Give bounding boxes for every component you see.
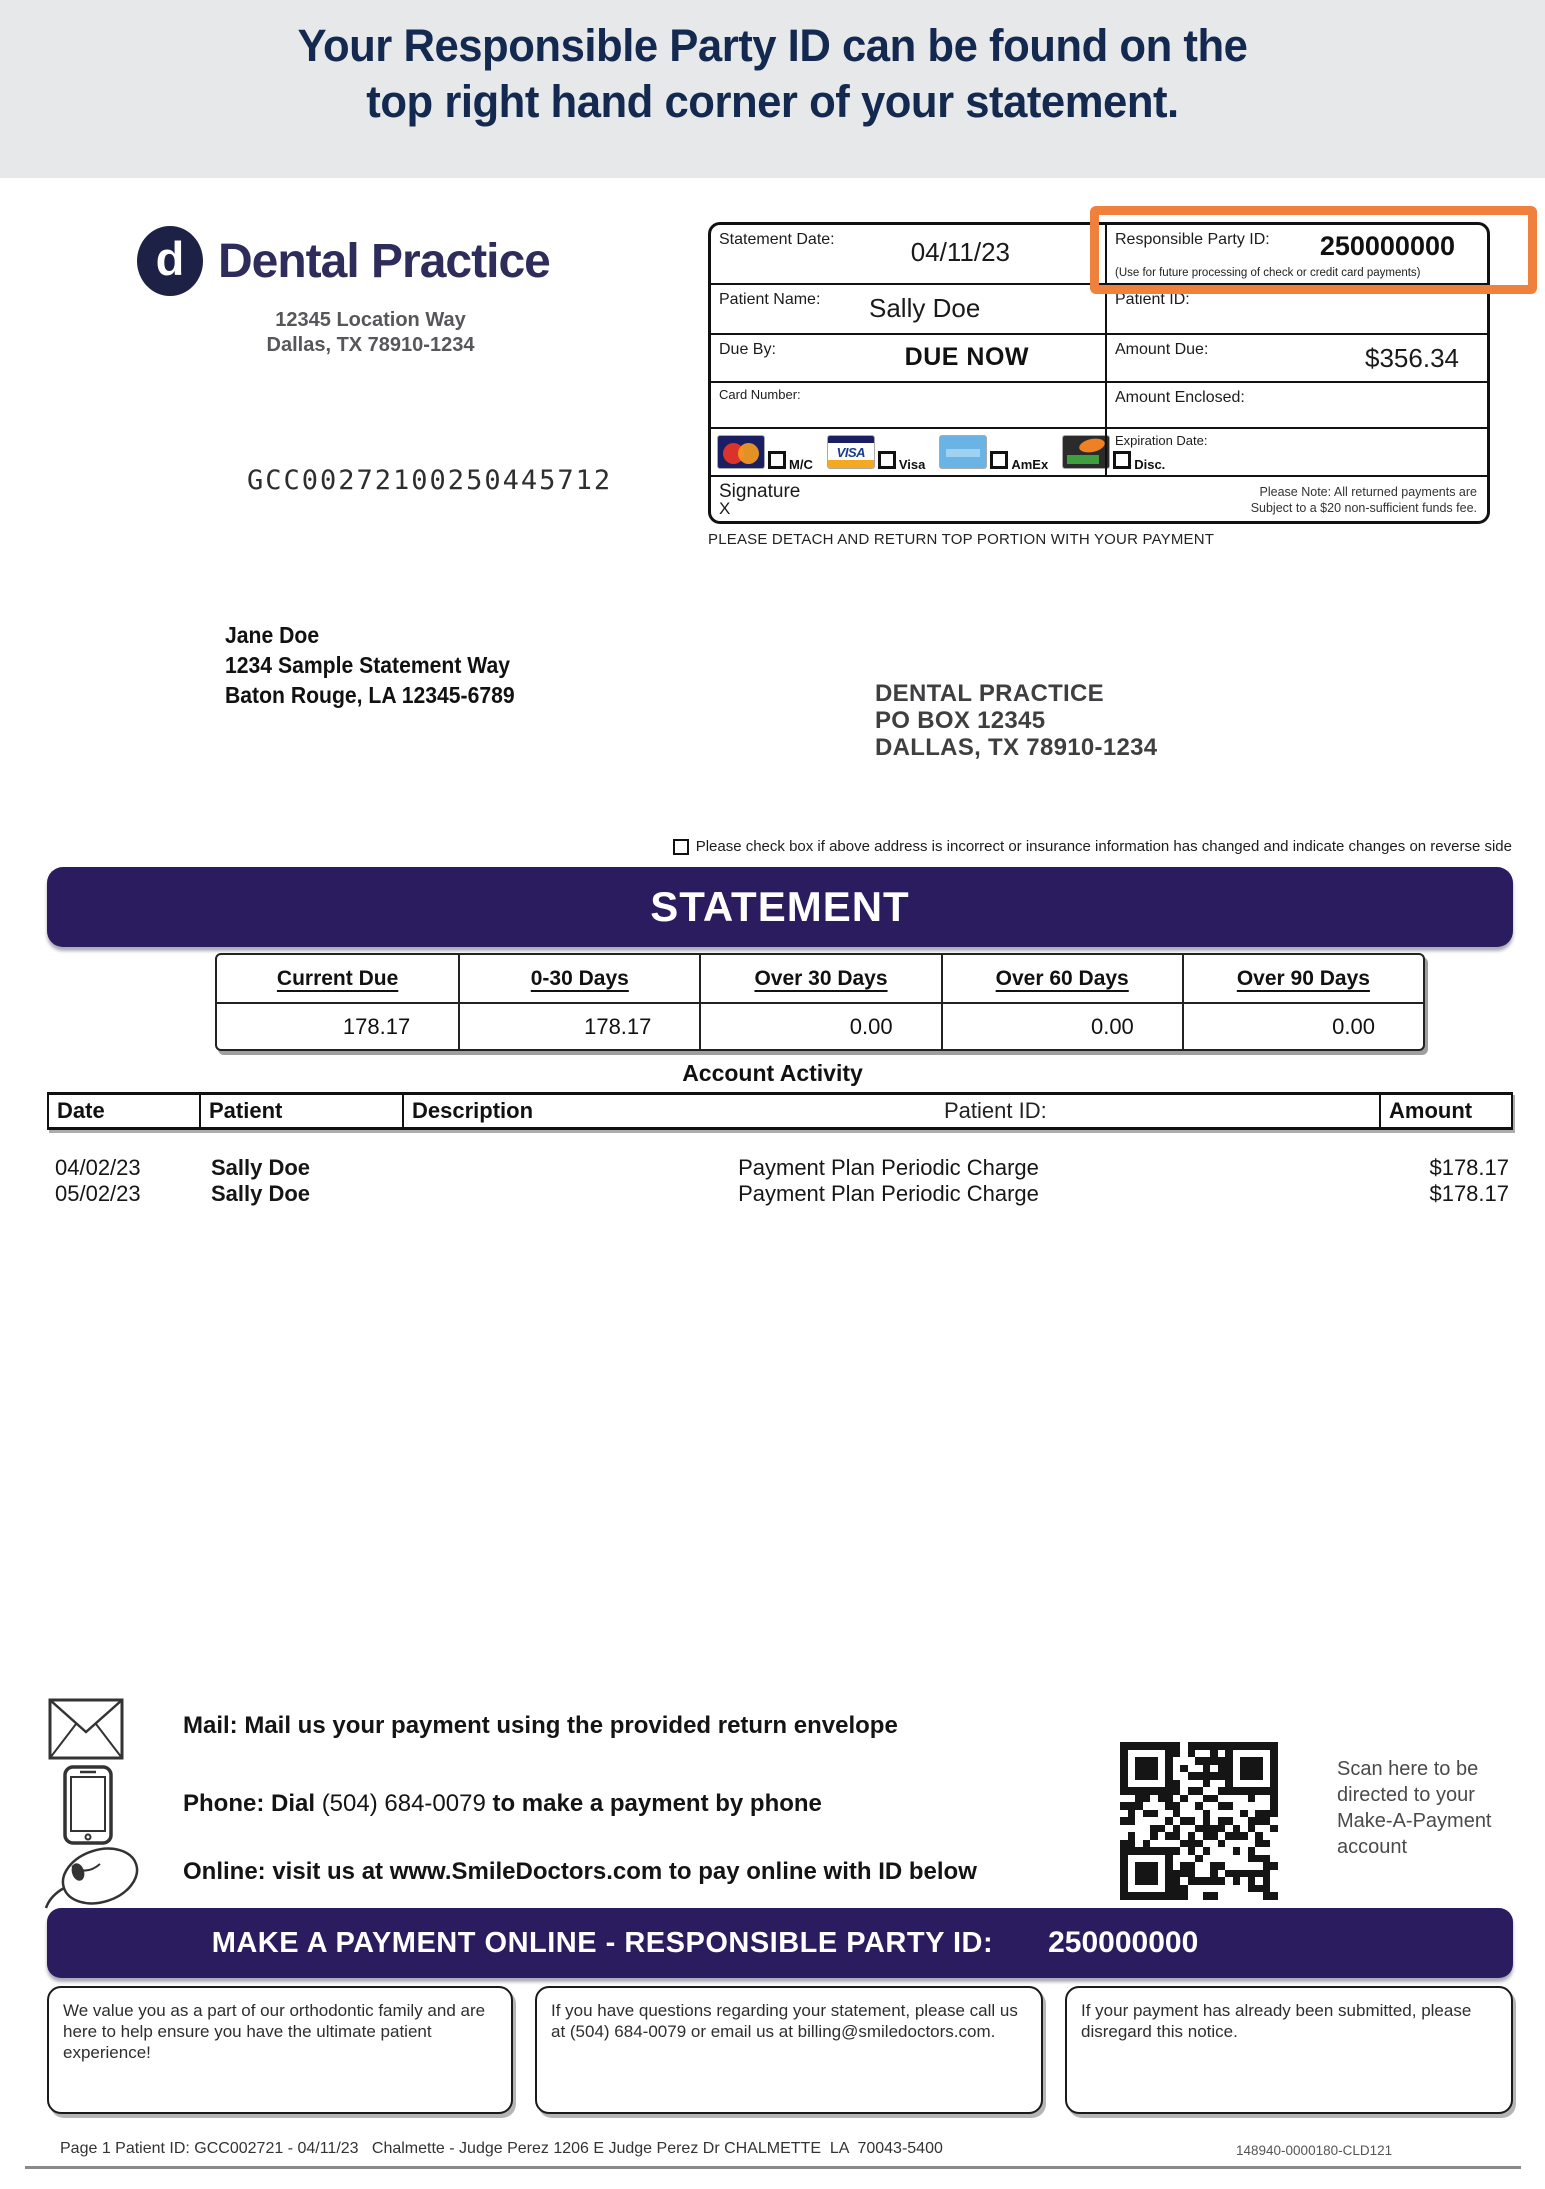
patient-name-value: Sally Doe [869, 293, 981, 323]
make-payment-label: MAKE A PAYMENT ONLINE - RESPONSIBLE PARTY ID: [211, 1926, 994, 1959]
statement-date-label: Statement Date: [719, 231, 835, 248]
signature-cell [711, 475, 1487, 521]
activity-header-row [47, 1092, 1513, 1130]
statement-date-cell [711, 225, 1105, 283]
aging-table [215, 953, 1425, 1051]
online-instruction: Online: visit us at www.SmileDoctors.com to pay online with ID below [183, 1858, 977, 1885]
activity-row-date: 05/02/23 [55, 1181, 141, 1206]
remit-line3: DALLAS, TX 78910-1234 [875, 734, 1158, 761]
visa-checkbox[interactable] [878, 451, 896, 469]
remit-address [875, 680, 1157, 761]
detach-note: PLEASE DETACH AND RETURN TOP PORTION WITH YOUR PAYMENT [708, 531, 1215, 548]
mastercard-checkbox-label: M/C [789, 457, 813, 472]
activity-header-date: Date [57, 1098, 105, 1123]
qr-code [1120, 1742, 1278, 1900]
aging-header-current: Current Due [276, 966, 399, 990]
phone-instruction-prefix: Phone: Dial [183, 1790, 322, 1817]
activity-header-patient-id: Patient ID: [944, 1098, 1047, 1123]
address-change-note: Please check box if above address is incorrect or insurance information has changed and indicate changes on reverse side [695, 838, 1512, 855]
aging-value-over60: 0.00 [941, 1002, 1182, 1049]
address-change-row [673, 838, 1512, 855]
activity-rows [47, 1155, 1513, 1207]
activity-header-amount: Amount [1379, 1095, 1511, 1127]
activity-row-patient: Sally Doe [211, 1181, 311, 1206]
practice-address-line1: 12345 Location Way [275, 309, 466, 331]
account-activity-title: Account Activity [682, 1060, 863, 1086]
recipient-line2: 1234 Sample Statement Way [225, 652, 510, 678]
returned-note-line2: Subject to a $20 non-sufficient funds fee. [1250, 501, 1477, 515]
patient-id-label: Patient ID: [1115, 291, 1190, 308]
statement-banner [47, 867, 1513, 947]
expiration-date-cell [1105, 427, 1487, 475]
qr-caption-line4: account [1337, 1836, 1408, 1858]
amount-enclosed-cell [1105, 381, 1487, 427]
due-by-label: Due By: [719, 341, 776, 358]
activity-row-description: Payment Plan Periodic Charge [738, 1155, 1039, 1180]
activity-row-patient: Sally Doe [211, 1155, 311, 1180]
amex-checkbox[interactable] [990, 451, 1008, 469]
activity-header-patient: Patient [199, 1095, 402, 1127]
aging-value-0-30: 178.17 [458, 1002, 699, 1049]
practice-address-line2: Dallas, TX 78910-1234 [266, 334, 475, 356]
note-box-family: We value you as a part of our orthodontic family and are here to help ensure you have the ultimate patient experience! [47, 1986, 513, 2114]
visa-icon [827, 435, 875, 469]
phone-instruction [183, 1790, 822, 1818]
card-option-visa [827, 435, 926, 472]
qr-caption [1337, 1756, 1492, 1860]
amount-enclosed-label: Amount Enclosed: [1115, 389, 1245, 406]
card-option-amex [939, 435, 1049, 472]
card-option-mastercard [717, 435, 813, 472]
recipient-line3: Baton Rouge, LA 12345-6789 [225, 682, 515, 708]
activity-row-date: 04/02/23 [55, 1155, 141, 1180]
aging-value-over30: 0.00 [699, 1002, 940, 1049]
smartphone-icon [62, 1764, 114, 1846]
table-row [47, 1181, 1513, 1207]
practice-address [258, 308, 483, 358]
signature-x-mark: X [719, 499, 731, 518]
aging-value-current: 178.17 [217, 1002, 458, 1049]
qr-caption-line1: Scan here to be [1337, 1758, 1479, 1780]
address-change-checkbox[interactable] [673, 839, 689, 855]
aging-header-0-30: 0-30 Days [458, 955, 699, 1002]
footer-document-code: 148940-0000180-CLD121 [1236, 2143, 1393, 2158]
responsible-party-label: Responsible Party ID: [1115, 231, 1270, 248]
recipient-line1: Jane Doe [225, 622, 320, 648]
activity-header-description [402, 1095, 1379, 1127]
remit-line2: PO BOX 12345 [875, 707, 1046, 734]
responsible-party-highlight-box [1090, 206, 1537, 294]
make-payment-banner [47, 1908, 1513, 1978]
qr-caption-line2: directed to your [1337, 1784, 1475, 1806]
instruction-banner [0, 0, 1545, 178]
remit-line1: DENTAL PRACTICE [875, 680, 1104, 707]
activity-row-amount: $178.17 [1429, 1155, 1509, 1180]
visa-checkbox-label: Visa [898, 457, 926, 472]
note-box-disregard: If your payment has already been submitted, please disregard this notice. [1065, 1986, 1513, 2114]
footer-divider [25, 2166, 1521, 2169]
statement-title: STATEMENT [650, 883, 910, 930]
mastercard-checkbox[interactable] [768, 451, 786, 469]
instruction-line-1: Your Responsible Party ID can be found on the [297, 20, 1248, 71]
patient-name-label: Patient Name: [719, 291, 821, 308]
visa-icon-text: VISA [836, 445, 866, 460]
mastercard-icon [717, 435, 765, 469]
discover-checkbox-label: Disc. [1134, 457, 1166, 472]
note-box-questions: If you have questions regarding your statement, please call us at (504) 684-0079 or email us at billing@smiledoctors.com. [535, 1986, 1043, 2114]
instruction-line-2: top right hand corner of your statement. [366, 76, 1179, 127]
activity-row-description: Payment Plan Periodic Charge [738, 1181, 1039, 1206]
mouse-icon [42, 1840, 146, 1910]
amount-due-value: $356.34 [1365, 343, 1459, 373]
footer-page-info: Page 1 Patient ID: GCC002721 - 04/11/23 Chalmette - Judge Perez 1206 E Judge Perez Dr CHALMETTE LA 70043-5400 [60, 2140, 943, 2157]
discover-icon [1062, 435, 1110, 469]
responsible-party-id-value: 250000000 [1319, 231, 1455, 261]
aging-header-over60: Over 60 Days [941, 955, 1182, 1002]
activity-row-amount: $178.17 [1429, 1181, 1509, 1206]
aging-header-over30: Over 30 Days [699, 955, 940, 1002]
aging-value-over90: 0.00 [1182, 1002, 1423, 1049]
activity-header-description-label: Description [412, 1098, 534, 1123]
due-by-cell [711, 333, 1105, 381]
due-by-value: DUE NOW [904, 343, 1029, 371]
phone-instruction-suffix: to make a payment by phone [485, 1790, 822, 1817]
qr-caption-line3: Make-A-Payment [1337, 1810, 1492, 1832]
amex-checkbox-label: AmEx [1011, 457, 1049, 472]
patient-name-cell [711, 283, 1105, 333]
make-payment-responsible-id: 250000000 [1048, 1926, 1199, 1959]
amount-due-cell [1105, 333, 1487, 381]
responsible-party-note: (Use for future processing of check or credit card payments) [1115, 267, 1421, 279]
table-row [47, 1155, 1513, 1181]
returned-note-line1: Please Note: All returned payments are [1259, 485, 1477, 499]
recipient-address [225, 620, 515, 710]
card-number-cell [711, 381, 1105, 427]
card-number-label: Card Number: [719, 387, 801, 402]
returned-payments-note [1251, 484, 1477, 516]
ocr-account-code: GCC00272100250445712 [247, 465, 613, 496]
mail-instruction: Mail: Mail us your payment using the provided return envelope [183, 1712, 898, 1739]
signature-label: Signature [719, 481, 801, 502]
amex-icon [939, 435, 987, 469]
statement-date-value: 04/11/23 [910, 237, 1010, 267]
aging-header-over90: Over 90 Days [1182, 955, 1423, 1002]
envelope-icon [48, 1698, 124, 1760]
expiration-date-label: Expiration Date: [1115, 433, 1208, 448]
phone-number: (504) 684-0079 [321, 1790, 486, 1817]
practice-logo-icon: d [137, 226, 203, 296]
amount-due-label: Amount Due: [1115, 341, 1209, 358]
practice-name: Dental Practice [218, 235, 550, 288]
